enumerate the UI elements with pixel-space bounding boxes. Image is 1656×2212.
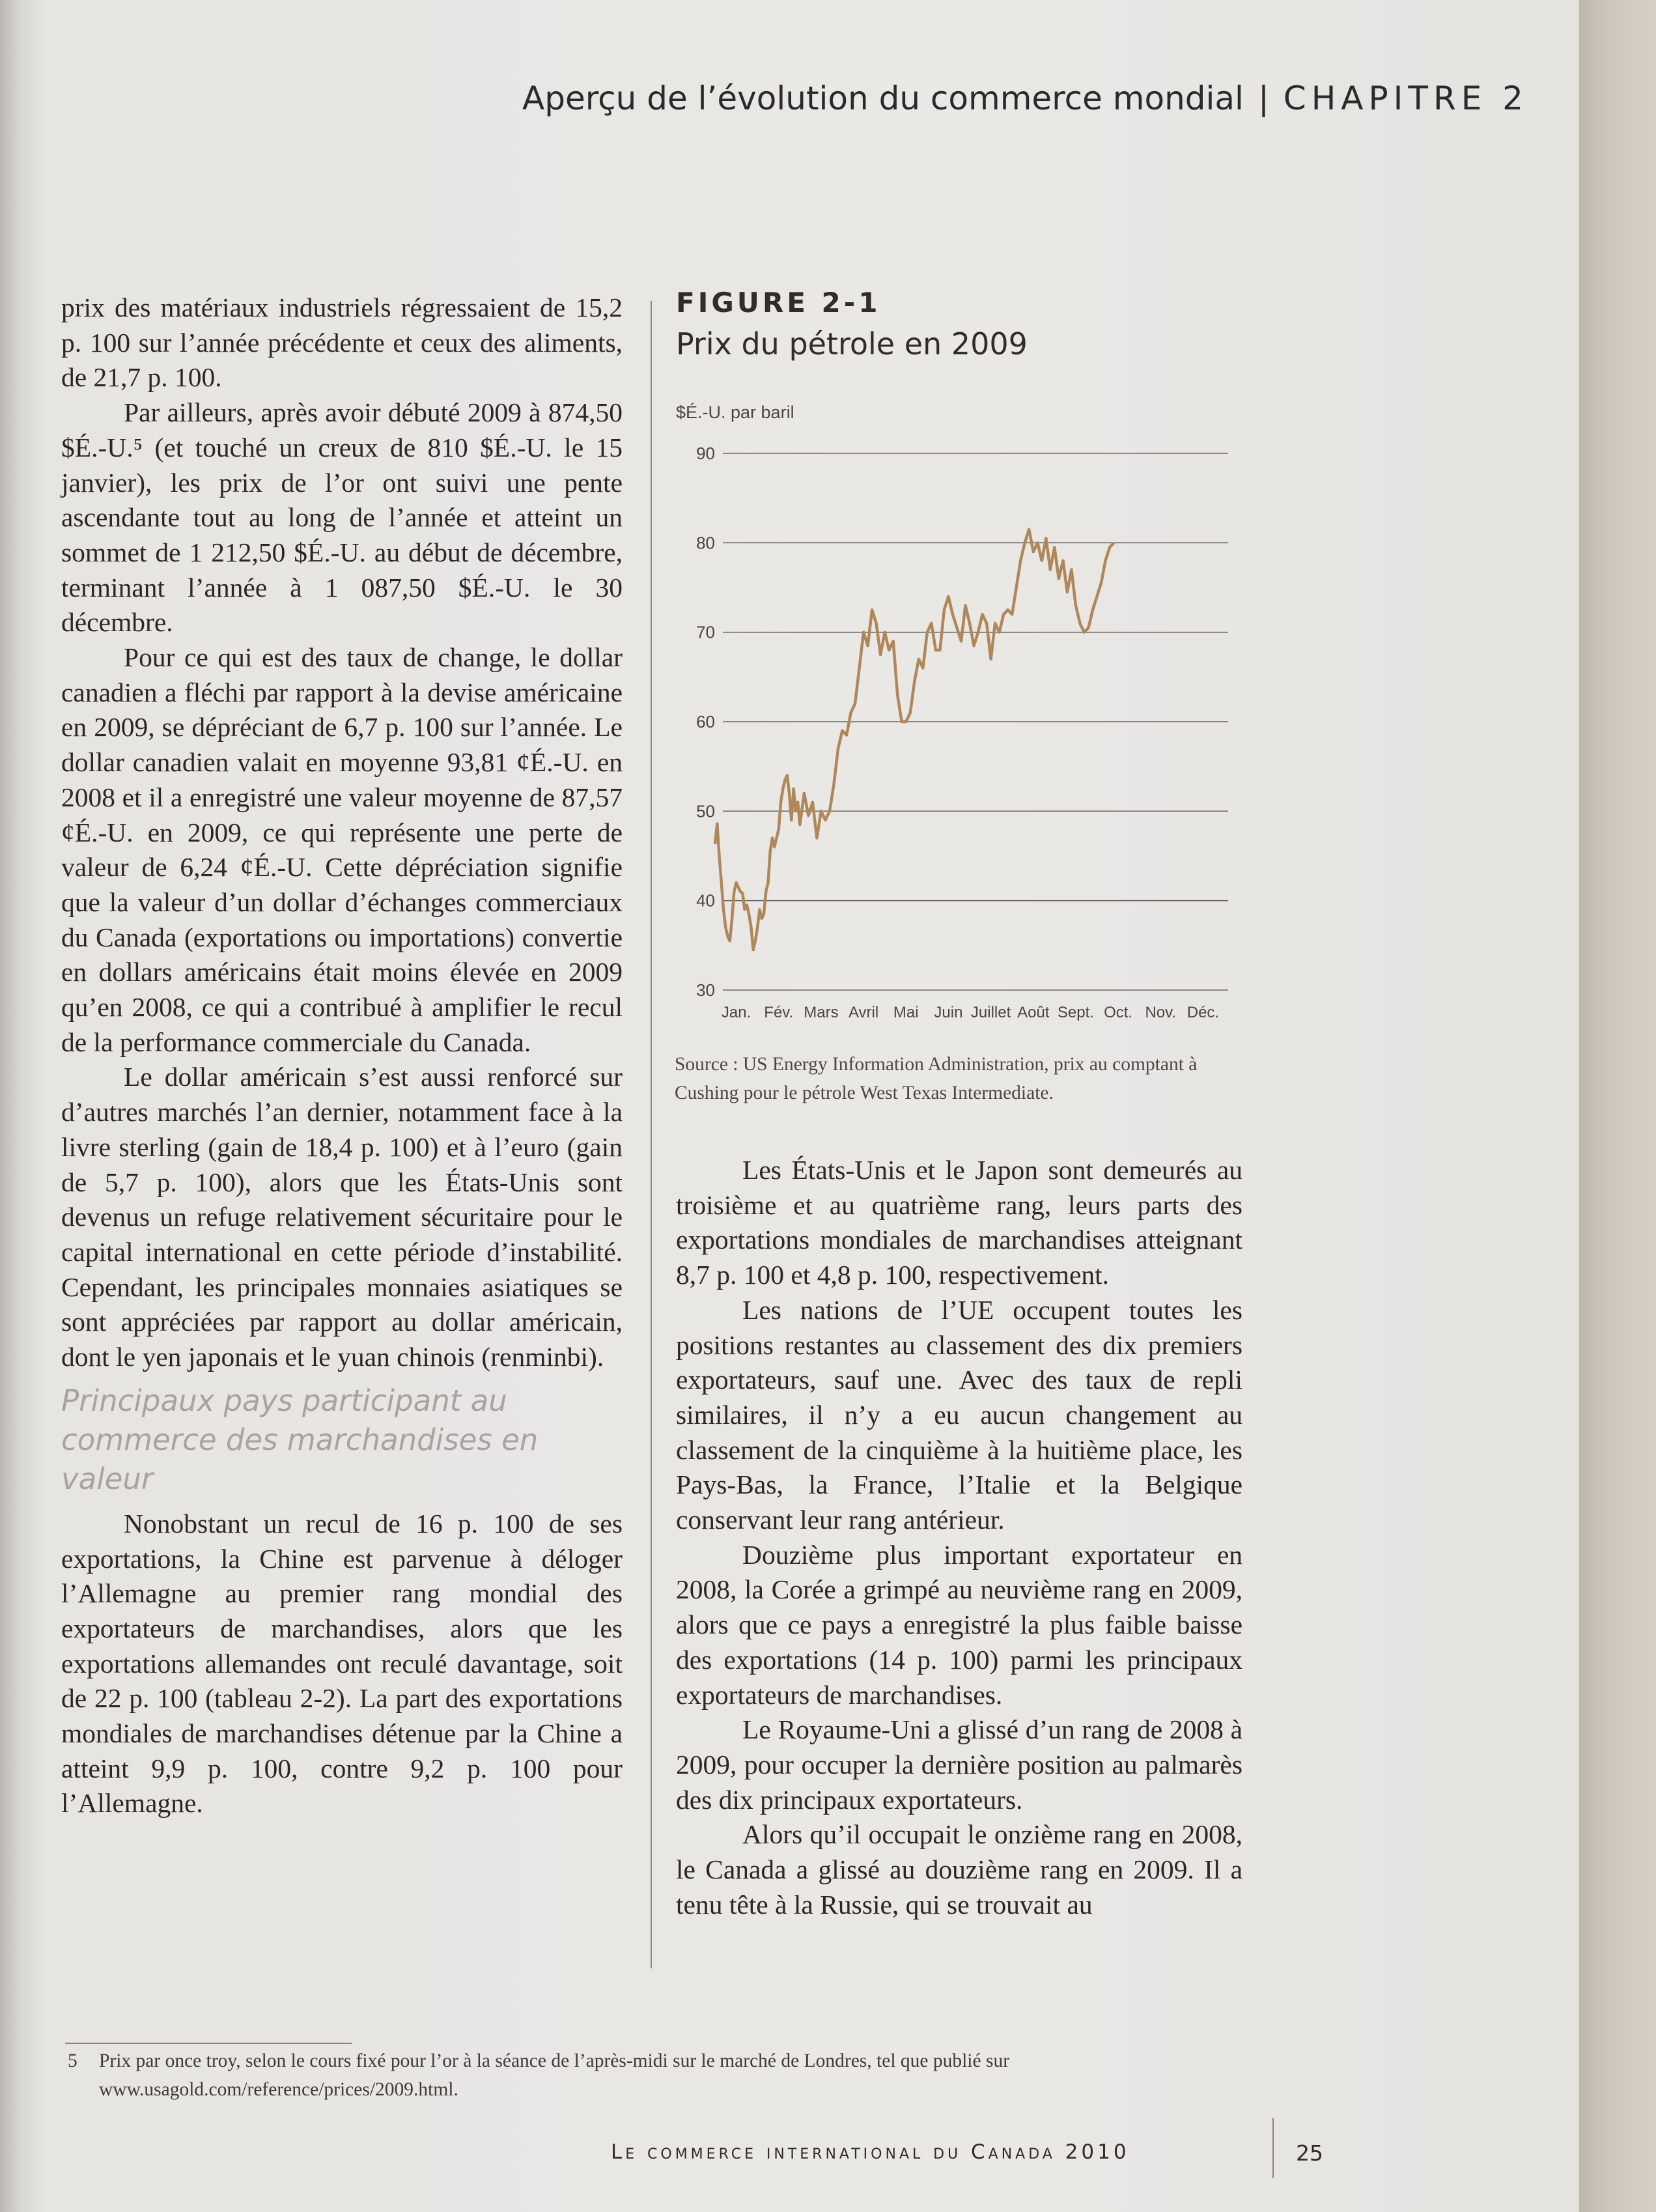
paragraph: Les nations de l’UE occupent toutes les positions restantes au classement des dix premiers exportateurs, sauf une. Avec des taux de repli similaires, il n’y a eu aucun changement au classement de la cinquième à la huitième place, les Pays-Bas, la France, l’Italie et la Belgique conservant leur rang antérieur. <box>676 1294 1242 1535</box>
paragraph: Le dollar américain s’est aussi renforcé sur d’autres marchés l’an dernier, notamment face à la livre sterling (gain de 18,4 p. 100) et à l’euro (gain de 5,7 p. 100), alors que les États-Unis sont devenus un refuge relativement sécuritaire pour le capital international en cette période d’instabilité. Cependant, les principales monnaies asiatiques se sont appréciées par rapport au dollar américain, dont le yen japonais et le yuan chinois (renminbi). <box>61 1062 623 1372</box>
y-tick-label: 90 <box>696 444 715 463</box>
y-tick-label: 60 <box>696 712 715 731</box>
x-tick-label: Juillet <box>970 1004 1011 1021</box>
header-title: Aperçu de l’évolution du commerce mondial <box>522 79 1244 117</box>
paragraph: Les États-Unis et le Japon sont demeurés au troisième et au quatrième rang, leurs parts des exportations mondiales de marchandises atteignant 8,7 p. 100 et 4,8 p. 100, respectivement. <box>676 1155 1242 1290</box>
footnote-rule <box>65 2043 352 2044</box>
x-tick-label: Mars <box>804 1004 839 1021</box>
figure-label: FIGURE 2-1 <box>676 287 881 319</box>
header-separator: | <box>1257 79 1269 117</box>
x-tick-label: Fév. <box>764 1004 794 1021</box>
figure-source: Source : US Energy Information Administration, prix au comptant à Cushing pour le pétrole West Texas Intermediate. <box>675 1054 1198 1103</box>
paragraph: Nonobstant un recul de 16 p. 100 de ses exportations, la Chine est parvenue à déloger l’Allemagne au premier rang mondial des exportateurs de marchandises, alors que les exportations allemandes ont reculé davantage, soit de 22 p. 100 (tableau 2-2). La part des exportations mondiales de marchandises détenue par la Chine a atteint 9,9 p. 100, contre 9,2 p. 100 pour l’Allemagne. <box>61 1508 623 1819</box>
oil-price-line <box>715 530 1114 950</box>
running-header <box>522 79 1528 117</box>
x-tick-label: Juin <box>934 1004 963 1021</box>
footnote-number: 5 <box>68 2050 77 2071</box>
paragraph: Le Royaume-Uni a glissé d’un rang de 2008 à 2009, pour occuper la dernière position au palmarès des dix principaux exportateurs. <box>676 1714 1242 1815</box>
oil-price-chart <box>669 396 1242 1021</box>
x-tick-label: Nov. <box>1145 1004 1177 1021</box>
x-tick-label: Oct. <box>1104 1004 1133 1021</box>
paragraph: prix des matériaux industriels régressaient de 15,2 p. 100 sur l’année précédente et ceux des aliments, de 21,7 p. 100. <box>61 292 623 393</box>
x-tick-label: Déc. <box>1186 1004 1220 1021</box>
footnote-text: Prix par once troy, selon le cours fixé pour l’or à la séance de l’après-midi sur le marché de Londres, tel que publié sur <box>99 2050 1010 2071</box>
section-subheading: Principaux pays participant au commerce des marchandises en valeur <box>61 1383 539 1496</box>
left-column <box>61 291 623 1821</box>
paragraph: Par ailleurs, après avoir débuté 2009 à 874,50 $É.-U.⁵ (et touché un creux de 810 $É.-U. le 15 janvier), les prix de l’or ont suivi une pente ascendante tout au long de l’année et atteint un sommet de 1 212,50 $É.-U. au début de décembre, terminant l’année à 1 087,50 $É.-U. le 30 décembre. <box>61 397 623 638</box>
x-tick-label: Août <box>1017 1004 1050 1021</box>
footer-divider <box>1272 2118 1274 2178</box>
page-edge <box>1579 0 1656 2212</box>
y-tick-label: 30 <box>696 980 715 1000</box>
paragraph: Alors qu’il occupait le onzième rang en 2008, le Canada a glissé au douzième rang en 2009. Il a tenu tête à la Russie, qui se trouvait au <box>676 1819 1242 1920</box>
x-tick-label: Mai <box>893 1004 919 1021</box>
y-axis-label: $É.-U. par baril <box>676 403 794 422</box>
y-tick-label: 70 <box>696 622 715 642</box>
running-footer: Le commerce international du Canada 2010 <box>611 2140 1130 2164</box>
x-tick-label: Sept. <box>1057 1004 1094 1021</box>
column-divider <box>651 301 652 1968</box>
y-tick-label: 50 <box>696 801 715 821</box>
figure-heading <box>676 287 1242 362</box>
paragraph: Douzième plus important exportateur en 2008, la Corée a grimpé au neuvième rang en 2009, alors que ce pays a enregistré la plus faible baisse des exportations (14 p. 100) parmi les principaux exportateurs de marchandises. <box>676 1539 1242 1710</box>
header-chapter: CHAPITRE 2 <box>1283 79 1528 117</box>
page-number: 25 <box>1296 2140 1323 2166</box>
right-column <box>676 1153 1242 1922</box>
y-tick-label: 80 <box>696 533 715 553</box>
paragraph: Pour ce qui est des taux de change, le dollar canadien a fléchi par rapport à la devise américaine en 2009, se dépréciant de 6,7 p. 100 sur l’année. Le dollar canadien valait en moyenne 93,81 ¢É.-U. en 2008 et il a enregistré une valeur moyenne de 87,57 ¢É.-U. en 2009, ce qui représente une perte de valeur de 6,24 ¢É.-U. Cette dépréciation signifie que la valeur d’un dollar d’échanges commerciaux du Canada (exportations ou importations) convertie en dollars américains était moins élevée en 2009 qu’en 2008, ce qui a contribué à amplifier le recul de la performance commerciale du Canada. <box>61 642 623 1057</box>
x-tick-label: Jan. <box>721 1004 751 1021</box>
footnote-url: www.usagold.com/reference/prices/2009.html. <box>99 2079 458 2100</box>
x-tick-label: Avril <box>848 1004 879 1021</box>
figure-title: Prix du pétrole en 2009 <box>676 326 1028 362</box>
y-tick-label: 40 <box>696 890 715 911</box>
footnote <box>68 2047 1214 2104</box>
